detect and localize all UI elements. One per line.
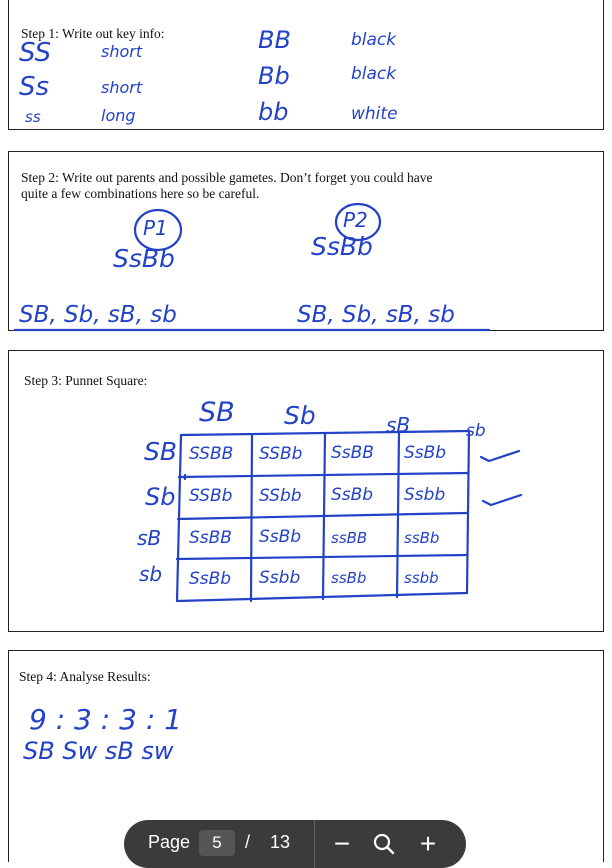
punnett-row-header-4: sb — [139, 562, 163, 586]
current-page-input[interactable]: 5 — [199, 830, 235, 856]
punnett-cell-4-4: ssbb — [404, 569, 439, 587]
parent2-genotype: SsBb — [311, 232, 373, 261]
step3-panel — [8, 350, 604, 632]
step1-pheno-1: short — [101, 42, 143, 61]
step1-geno-3: ss — [25, 108, 41, 126]
punnett-cell-3-4: ssBb — [404, 529, 440, 547]
step4-title: Step 4: Analyse Results: — [19, 669, 151, 684]
total-pages: 13 — [270, 832, 291, 852]
punnett-cell-1-2: SSBb — [259, 444, 303, 464]
parent2-label: P2 — [343, 208, 368, 232]
punnett-col-header-3: sB — [386, 413, 411, 437]
zoom-icon[interactable] — [366, 824, 402, 864]
punnett-grid — [9, 351, 605, 633]
punnett-cell-1-3: SsBB — [331, 443, 374, 463]
punnett-cell-4-1: SsBb — [189, 569, 232, 589]
punnett-cell-1-1: SSBB — [189, 444, 234, 464]
punnett-col-header-1: SB — [199, 397, 235, 428]
zoom-out-button[interactable]: − — [333, 828, 351, 859]
punnett-cell-2-2: SSbb — [259, 486, 302, 506]
punnett-cell-4-2: Ssbb — [259, 568, 301, 588]
step1-colour-geno-2: Bb — [258, 62, 290, 90]
step1-panel — [8, 0, 604, 130]
punnett-col-header-4: sb — [466, 421, 486, 441]
magnifier-icon — [372, 832, 396, 856]
page-toolbar — [124, 820, 466, 868]
step4-ratio: 9 : 3 : 3 : 1 — [29, 703, 182, 736]
punnett-row-header-2: Sb — [145, 483, 176, 511]
punnett-row-header-3: sB — [137, 526, 162, 550]
step1-pheno-3: long — [101, 106, 136, 125]
step1-geno-2: Ss — [19, 72, 50, 102]
step1-colour-pheno-1: black — [351, 30, 397, 50]
step1-geno-1: SS — [19, 38, 52, 68]
punnett-cell-3-1: SsBB — [189, 528, 232, 548]
parent2-gametes: SB, Sb, sB, sb — [297, 302, 455, 328]
step1-pheno-2: short — [101, 78, 143, 97]
punnett-row-header-1: SB — [144, 437, 178, 466]
zoom-in-button[interactable]: + — [419, 828, 437, 859]
punnett-col-header-2: Sb — [284, 401, 316, 430]
punnett-cell-1-4: SsBb — [404, 443, 447, 463]
step2-title-line2: quite a few combinations here so be careful. — [21, 186, 260, 201]
step4-ratio-labels: SB Sw sB sw — [23, 737, 174, 765]
step3-title: Step 3: Punnet Square: — [24, 373, 148, 388]
step1-title: Step 1: Write out key info: — [21, 26, 165, 41]
step1-colour-geno-3: bb — [258, 98, 289, 126]
punnett-cell-2-4: Ssbb — [404, 485, 446, 505]
step1-colour-pheno-2: black — [351, 64, 397, 84]
page-label: Page — [148, 832, 191, 852]
toolbar-divider — [314, 820, 315, 868]
step1-colour-pheno-3: white — [351, 104, 398, 124]
punnett-cell-2-3: SsBb — [331, 485, 374, 505]
step1-colour-geno-1: BB — [258, 26, 291, 54]
parent1-gametes: SB, Sb, sB, sb — [19, 302, 177, 328]
punnett-cell-4-3: ssBb — [331, 569, 367, 587]
step2-title-line1: Step 2: Write out parents and possible gametes. Don’t forget you could have — [21, 170, 433, 185]
punnett-cell-3-2: SsBb — [259, 527, 302, 547]
parent1-genotype: SsBb — [113, 244, 175, 273]
punnett-cell-2-1: SSBb — [189, 486, 233, 506]
page-separator: / — [245, 832, 251, 852]
punnett-cell-3-3: ssBB — [331, 529, 368, 547]
parent1-label: P1 — [143, 216, 168, 240]
step2-panel — [8, 151, 604, 331]
